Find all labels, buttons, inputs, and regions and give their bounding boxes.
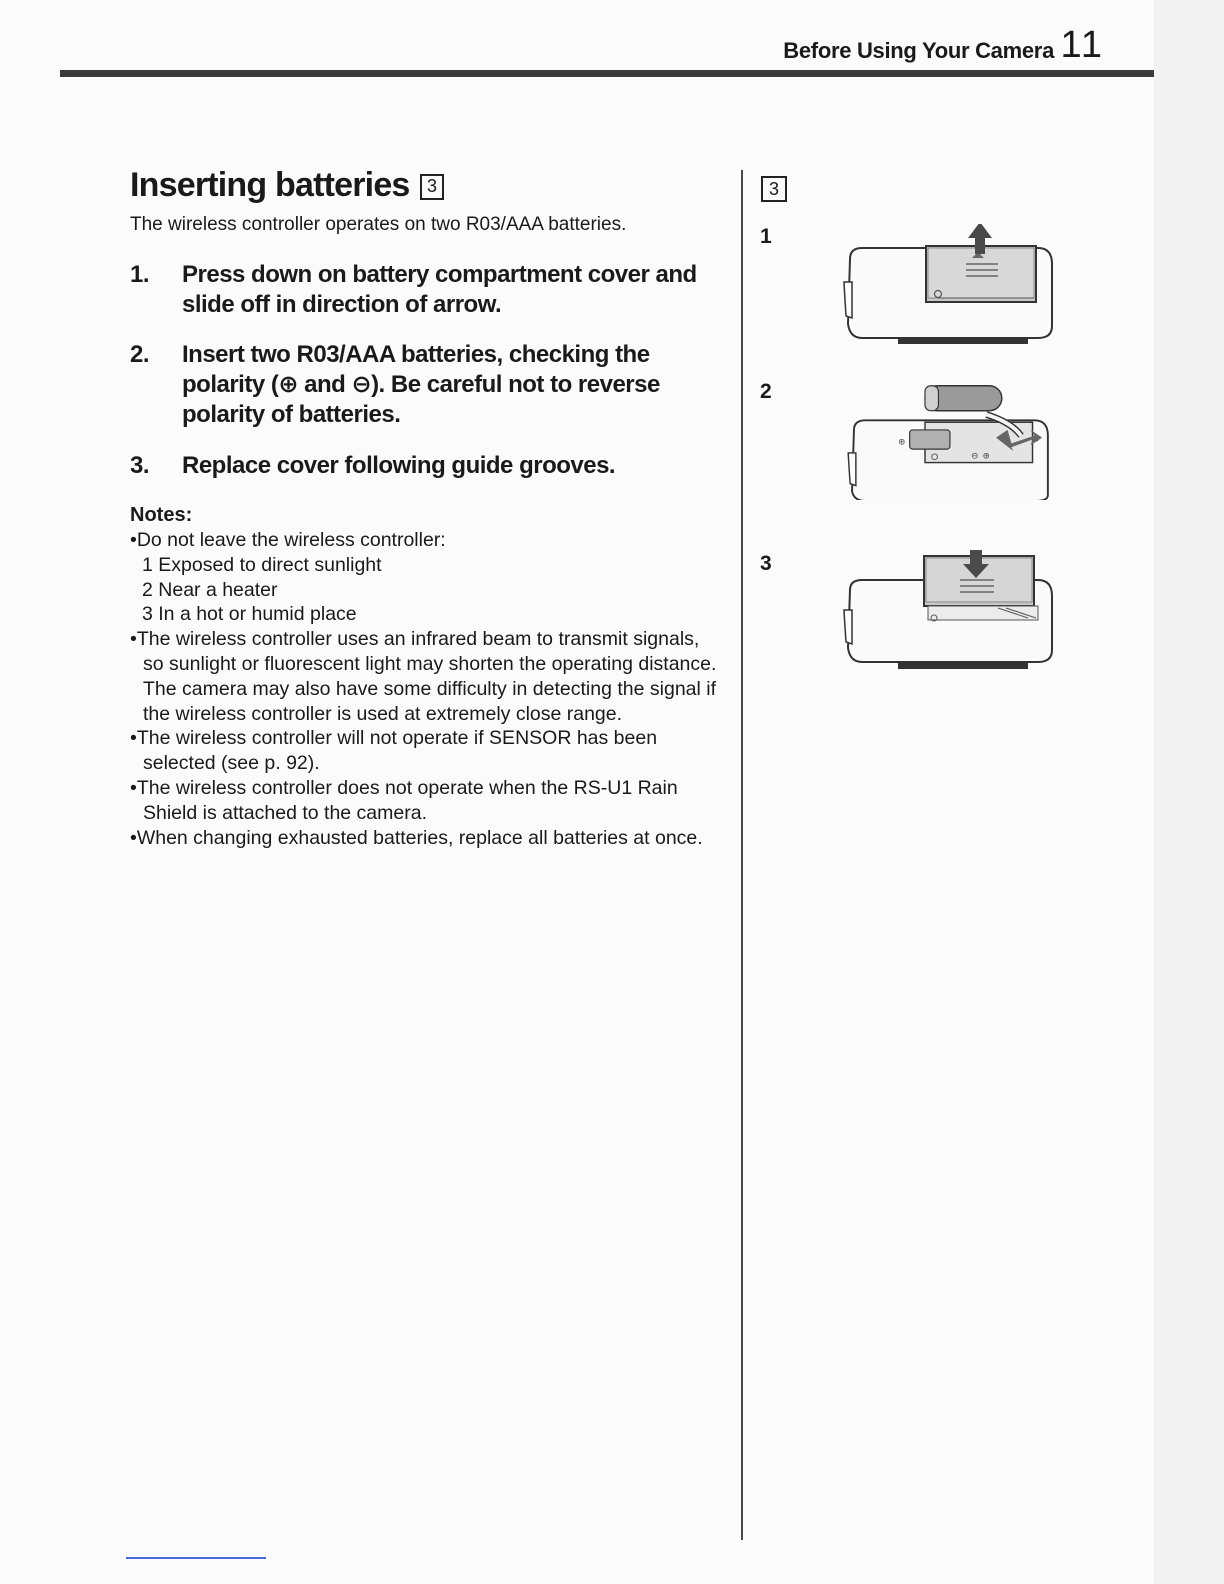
figure-step-number: 3 (760, 552, 772, 575)
step-text: Insert two R03/AAA batteries, checking the polarity (⊕ and ⊖). Be careful not to reverse polarity of batteries. (182, 341, 660, 428)
page-edge (1154, 0, 1224, 1584)
figure-step-number: 2 (760, 380, 772, 403)
step-1 (130, 260, 720, 320)
step-number: 2. (130, 341, 150, 368)
step-text: Press down on battery compartment cover and slide off in direction of arrow. (182, 261, 697, 318)
insert-batteries-illustration (838, 380, 1060, 500)
step-text: Replace cover following guide grooves. (182, 452, 616, 479)
section-title-text: Inserting batteries (130, 166, 410, 204)
figure-step-number: 1 (760, 225, 772, 248)
note-item: •Do not leave the wireless controller: (130, 529, 446, 551)
remove-cover-illustration (838, 224, 1060, 344)
note-item: •The wireless controller does not operate when the RS-U1 Rain Shield is attached to the camera. (130, 776, 678, 824)
note-item: •The wireless controller uses an infrared beam to transmit signals, so sunlight or fluorescent light may shorten the operating distance. The camera may also have some difficulty in detecting the signal if the wireless controller is used at extremely close range. (130, 628, 717, 725)
column-divider (741, 170, 743, 1540)
header-section-title: Before Using Your Camera (783, 38, 1054, 63)
step-2 (130, 340, 720, 430)
replace-cover-illustration (838, 550, 1060, 670)
notes-list (130, 528, 720, 850)
header-rule (60, 70, 1154, 77)
note-subitem: 1 Exposed to direct sunlight (142, 553, 382, 576)
plus-polarity-mark: ⊕ (898, 437, 906, 448)
figure-label-box: 3 (761, 176, 787, 202)
section-title (130, 166, 444, 205)
figure-reference-box: 3 (420, 174, 444, 200)
plus-polarity-mark: ⊕ (982, 451, 990, 462)
note-item: •When changing exhausted batteries, replace all batteries at once. (130, 826, 703, 849)
intro-text: The wireless controller operates on two R03/AAA batteries. (130, 214, 627, 235)
notes-heading: Notes: (130, 504, 193, 526)
minus-polarity-mark: ⊖ (971, 451, 979, 462)
step-number: 1. (130, 261, 150, 288)
footer-line (126, 1557, 266, 1559)
note-subitem: 3 In a hot or humid place (142, 603, 357, 626)
step-3 (130, 451, 720, 481)
step-number: 3. (130, 452, 150, 479)
note-item: •The wireless controller will not operate if SENSOR has been selected (see p. 92). (130, 727, 658, 775)
page-number: 11 (1060, 24, 1104, 66)
note-subitem: 2 Near a heater (142, 578, 278, 601)
